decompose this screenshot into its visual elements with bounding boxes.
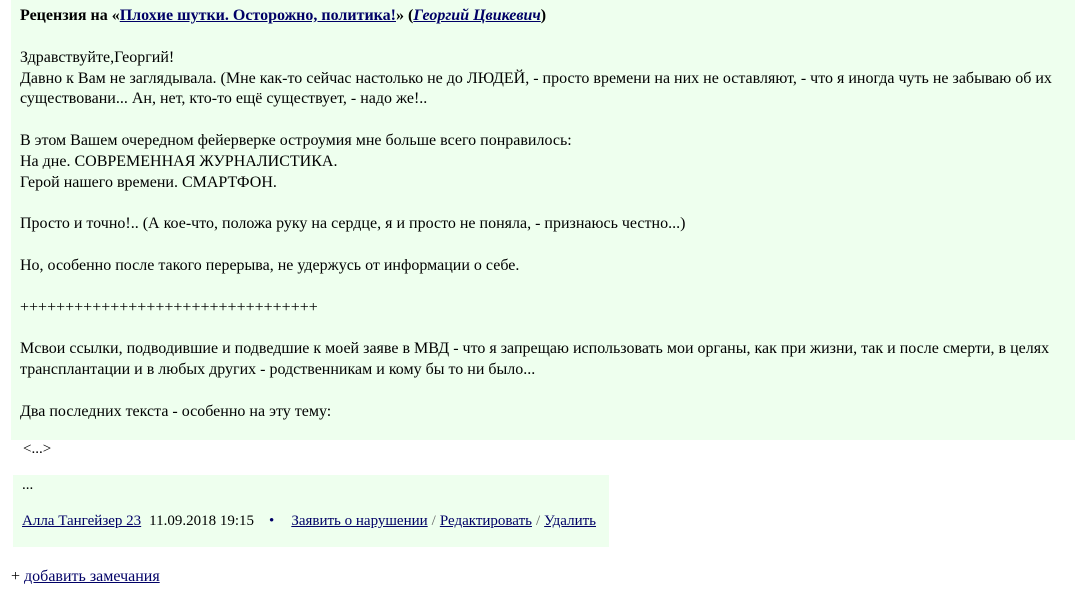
reply-author-link[interactable]: Алла Тангейзер 23 (22, 513, 142, 529)
reply-box (13, 475, 609, 547)
reply-text: ... (22, 477, 34, 493)
review-header-prefix: Рецензия на (20, 7, 112, 24)
review-line: Мсвои ссылки, подводившие и подведшие к моей заяве в МВД - что я запрещаю использовать мои органы, как при жизни, так и после смерти, в целях трансплантации и в любых других - родственникам и кому бы то ни было... (20, 340, 1050, 379)
paren-close: ) (540, 7, 547, 24)
review-line: На дне. СОВРЕМЕННАЯ ЖУРНАЛИСТИКА. (20, 152, 338, 170)
review-header (20, 6, 1075, 26)
review-paragraph (20, 256, 1072, 277)
review-line: Здравствуйте,Георгий! (20, 49, 175, 66)
review-paragraph (20, 214, 1072, 235)
add-remark-plus: + (11, 568, 25, 585)
delete-link[interactable]: Удалить (544, 513, 596, 529)
paren-open: ( (403, 7, 414, 24)
review-line: Герой нашего времени. СМАРТФОН. (20, 173, 277, 191)
review-paragraph (20, 298, 1072, 319)
quote-open: « (111, 7, 120, 24)
work-title-link[interactable]: Плохие шутки. Осторожно, политика! (119, 7, 396, 24)
add-remark-link[interactable]: добавить замечания (24, 568, 160, 585)
review-line: Просто и точно!.. (А кое-что, положа руку на сердце, я и просто не поняла, - признаюсь честно...) (20, 215, 686, 233)
review-paragraph (20, 48, 1072, 110)
link-separator: / (431, 513, 436, 529)
link-separator: / (535, 513, 541, 529)
reply-footer (22, 512, 596, 530)
quote-close: » (395, 7, 404, 24)
add-remark (11, 567, 160, 587)
review-line: В этом Вашем очередном фейерверке остроумия мне больше всего понравилось: (20, 132, 572, 150)
more-link[interactable]: <...> (23, 441, 52, 457)
review-body (20, 48, 1072, 422)
review-line: Но, особенно после такого перерыва, не удержусь от информации о себе. (20, 256, 520, 274)
work-author-link[interactable]: Георгий Цвикевич (413, 7, 541, 24)
review-line: Два последних текста - особенно на эту тему: (20, 402, 332, 420)
edit-link[interactable]: Редактировать (439, 513, 532, 529)
review-line: Давно к Вам не заглядывала. (Мне как-то сейчас настолько не до ЛЮДЕЙ, - просто времени на них не оставляют, - что я иногда чуть не забываю об их существовани... Ан, нет, кто-то ещё существует, - надо же!.. (20, 69, 1052, 108)
review-box (11, 0, 1075, 440)
report-violation-link[interactable]: Заявить о нарушении (291, 513, 428, 529)
review-paragraph (20, 402, 1072, 423)
review-paragraph (20, 131, 1072, 193)
reply-date: 11.09.2018 19:15 (149, 513, 255, 529)
bullet-separator: • (269, 513, 275, 529)
review-paragraph (20, 339, 1072, 380)
review-line: +++++++++++++++++++++++++++++++++ (20, 298, 318, 316)
